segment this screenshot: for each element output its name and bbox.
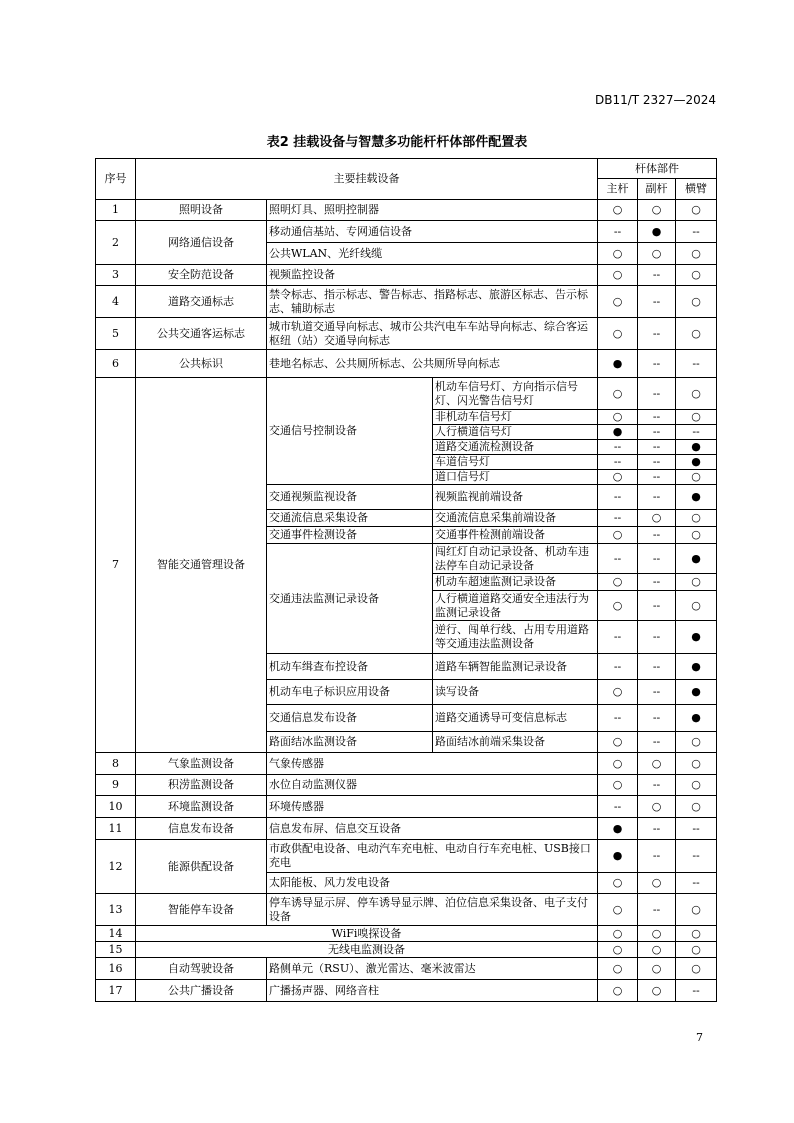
cross-arm-mark: ● (676, 485, 717, 510)
sub-pole-mark: -- (638, 544, 676, 574)
main-pole-mark: -- (598, 455, 638, 470)
category-cell: 能源供配设备 (136, 840, 267, 894)
seq-cell: 12 (96, 840, 136, 894)
cross-arm-mark: ○ (676, 410, 717, 425)
detail-cell: 视频监控设备 (267, 265, 598, 286)
sub-pole-mark: -- (638, 818, 676, 840)
cross-arm-mark: ● (676, 544, 717, 574)
category-cell: 公共交通客运标志 (136, 318, 267, 350)
group-cell: 交通视频监视设备 (267, 485, 433, 510)
cross-arm-mark: ○ (676, 286, 717, 318)
group-cell: 机动车缉查布控设备 (267, 654, 433, 680)
sub-pole-mark: -- (638, 455, 676, 470)
detail-cell: 非机动车信号灯 (433, 410, 598, 425)
sub-pole-mark: -- (638, 680, 676, 705)
table-row (96, 796, 717, 818)
cross-arm-mark: ● (676, 440, 717, 455)
sub-pole-mark: -- (638, 840, 676, 873)
main-pole-mark: ○ (598, 894, 638, 926)
main-pole-mark: ○ (598, 732, 638, 753)
sub-pole-mark: ○ (638, 796, 676, 818)
detail-cell: 移动通信基站、专网通信设备 (267, 221, 598, 243)
seq-cell: 6 (96, 350, 136, 378)
main-pole-mark: -- (598, 440, 638, 455)
cross-arm-mark: ○ (676, 200, 717, 221)
detail-cell: 无线电监测设备 (136, 942, 598, 958)
table-row (96, 942, 717, 958)
table-row (96, 350, 717, 378)
main-pole-mark: ○ (598, 775, 638, 796)
detail-cell: 信息发布屏、信息交互设备 (267, 818, 598, 840)
detail-cell: 禁令标志、指示标志、警告标志、指路标志、旅游区标志、告示标志、辅助标志 (267, 286, 598, 318)
seq-cell: 10 (96, 796, 136, 818)
main-pole-mark: ○ (598, 286, 638, 318)
sub-pole-mark: ○ (638, 958, 676, 980)
header-main-pole: 主杆 (598, 179, 638, 200)
cross-arm-mark: ○ (676, 894, 717, 926)
cross-arm-mark: ○ (676, 958, 717, 980)
sub-pole-mark: ● (638, 221, 676, 243)
seq-cell: 1 (96, 200, 136, 221)
detail-cell: 公共WLAN、光纤线缆 (267, 243, 598, 265)
table-row (96, 894, 717, 926)
seq-cell: 4 (96, 286, 136, 318)
seq-cell: 8 (96, 753, 136, 775)
detail-cell: 人行横道道路交通安全违法行为监测记录设备 (433, 591, 598, 621)
seq-cell: 3 (96, 265, 136, 286)
sub-pole-mark: -- (638, 621, 676, 654)
sub-pole-mark: -- (638, 470, 676, 485)
main-pole-mark: -- (598, 510, 638, 527)
main-pole-mark: ○ (598, 680, 638, 705)
detail-cell: 环境传感器 (267, 796, 598, 818)
detail-cell: 停车诱导显示屏、停车诱导显示牌、泊位信息采集设备、电子支付设备 (267, 894, 598, 926)
category-cell: 安全防范设备 (136, 265, 267, 286)
detail-cell: 道路交通流检测设备 (433, 440, 598, 455)
main-pole-mark: ○ (598, 980, 638, 1002)
table-row (96, 926, 717, 942)
detail-cell: 道路交通诱导可变信息标志 (433, 705, 598, 732)
seq-cell: 15 (96, 942, 136, 958)
detail-cell: 路侧单元（RSU）、激光雷达、毫米波雷达 (267, 958, 598, 980)
sub-pole-mark: -- (638, 894, 676, 926)
sub-pole-mark: ○ (638, 243, 676, 265)
detail-cell: 交通事件检测前端设备 (433, 527, 598, 544)
seq-cell: 5 (96, 318, 136, 350)
category-cell: 道路交通标志 (136, 286, 267, 318)
sub-pole-mark: -- (638, 591, 676, 621)
main-pole-mark: -- (598, 796, 638, 818)
category-cell: 网络通信设备 (136, 221, 267, 265)
sub-pole-mark: ○ (638, 753, 676, 775)
sub-pole-mark: -- (638, 410, 676, 425)
detail-cell: 车道信号灯 (433, 455, 598, 470)
cross-arm-mark: ● (676, 705, 717, 732)
main-pole-mark: ○ (598, 942, 638, 958)
category-cell: 积涝监测设备 (136, 775, 267, 796)
category-cell: 公共标识 (136, 350, 267, 378)
table-row (96, 840, 717, 873)
detail-cell: 读写设备 (433, 680, 598, 705)
cross-arm-mark: ● (676, 621, 717, 654)
sub-pole-mark: -- (638, 425, 676, 440)
cross-arm-mark: -- (676, 840, 717, 873)
main-pole-mark: ○ (598, 873, 638, 894)
cross-arm-mark: -- (676, 221, 717, 243)
detail-cell: WiFi嗅探设备 (136, 926, 598, 942)
sub-pole-mark: -- (638, 705, 676, 732)
main-pole-mark: ○ (598, 591, 638, 621)
sub-pole-mark: -- (638, 775, 676, 796)
cross-arm-mark: -- (676, 818, 717, 840)
category-cell: 智能停车设备 (136, 894, 267, 926)
header-parts: 杆体部件 (598, 159, 717, 179)
sub-pole-mark: -- (638, 527, 676, 544)
category-cell: 自动驾驶设备 (136, 958, 267, 980)
cross-arm-mark: ○ (676, 796, 717, 818)
cross-arm-mark: ○ (676, 753, 717, 775)
group-cell: 交通违法监测记录设备 (267, 544, 433, 654)
cross-arm-mark: -- (676, 425, 717, 440)
detail-cell: 人行横道信号灯 (433, 425, 598, 440)
category-cell: 气象监测设备 (136, 753, 267, 775)
main-pole-mark: ○ (598, 378, 638, 410)
sub-pole-mark: -- (638, 440, 676, 455)
cross-arm-mark: ○ (676, 265, 717, 286)
category-cell: 信息发布设备 (136, 818, 267, 840)
cross-arm-mark: ○ (676, 574, 717, 591)
cross-arm-mark: -- (676, 980, 717, 1002)
sub-pole-mark: -- (638, 378, 676, 410)
main-pole-mark: -- (598, 221, 638, 243)
main-pole-mark: ○ (598, 926, 638, 942)
group-cell: 交通信息发布设备 (267, 705, 433, 732)
cross-arm-mark: ● (676, 455, 717, 470)
table-row (96, 221, 717, 243)
cross-arm-mark: -- (676, 350, 717, 378)
cross-arm-mark: ○ (676, 243, 717, 265)
main-pole-mark: ○ (598, 753, 638, 775)
seq-cell: 9 (96, 775, 136, 796)
detail-cell: 太阳能板、风力发电设备 (267, 873, 598, 894)
sub-pole-mark: -- (638, 318, 676, 350)
main-pole-mark: ○ (598, 958, 638, 980)
detail-cell: 广播扬声器、网络音柱 (267, 980, 598, 1002)
detail-cell: 路面结冰前端采集设备 (433, 732, 598, 753)
header-row (96, 159, 717, 179)
seq-cell: 13 (96, 894, 136, 926)
cross-arm-mark: -- (676, 873, 717, 894)
cross-arm-mark: ○ (676, 527, 717, 544)
main-pole-mark: ○ (598, 574, 638, 591)
main-pole-mark: ● (598, 350, 638, 378)
main-pole-mark: ○ (598, 265, 638, 286)
sub-pole-mark: ○ (638, 200, 676, 221)
page-number: 7 (696, 1031, 703, 1044)
sub-pole-mark: -- (638, 654, 676, 680)
detail-cell: 巷地名标志、公共厕所标志、公共厕所导向标志 (267, 350, 598, 378)
sub-pole-mark: -- (638, 350, 676, 378)
cross-arm-mark: ● (676, 680, 717, 705)
detail-cell: 逆行、闯单行线、占用专用道路等交通违法监测设备 (433, 621, 598, 654)
document-id: DB11/T 2327—2024 (594, 93, 716, 107)
detail-cell: 道口信号灯 (433, 470, 598, 485)
cross-arm-mark: ○ (676, 470, 717, 485)
table-row (96, 378, 717, 410)
sub-pole-mark: ○ (638, 980, 676, 1002)
detail-cell: 水位自动监测仪器 (267, 775, 598, 796)
group-cell: 路面结冰监测设备 (267, 732, 433, 753)
group-cell: 交通信号控制设备 (267, 378, 433, 485)
category-cell: 公共广播设备 (136, 980, 267, 1002)
table-row (96, 753, 717, 775)
category-cell: 照明设备 (136, 200, 267, 221)
detail-cell: 机动车超速监测记录设备 (433, 574, 598, 591)
sub-pole-mark: -- (638, 732, 676, 753)
sub-pole-mark: ○ (638, 942, 676, 958)
table-row (96, 200, 717, 221)
detail-cell: 闯红灯自动记录设备、机动车违法停车自动记录设备 (433, 544, 598, 574)
group-cell: 交通事件检测设备 (267, 527, 433, 544)
header-equipment: 主要挂载设备 (136, 159, 598, 200)
main-pole-mark: ○ (598, 243, 638, 265)
main-pole-mark: ● (598, 840, 638, 873)
seq-cell: 17 (96, 980, 136, 1002)
table-row (96, 318, 717, 350)
cross-arm-mark: ● (676, 654, 717, 680)
detail-cell: 道路车辆智能监测记录设备 (433, 654, 598, 680)
header-cross-arm: 横臂 (676, 179, 717, 200)
cross-arm-mark: ○ (676, 378, 717, 410)
sub-pole-mark: -- (638, 574, 676, 591)
configuration-table (95, 158, 717, 1002)
table-row (96, 265, 717, 286)
main-pole-mark: ○ (598, 200, 638, 221)
main-pole-mark: -- (598, 705, 638, 732)
seq-cell: 11 (96, 818, 136, 840)
cross-arm-mark: ○ (676, 591, 717, 621)
table-row (96, 980, 717, 1002)
table-row (96, 775, 717, 796)
detail-cell: 城市轨道交通导向标志、城市公共汽电车车站导向标志、综合客运枢纽（站）交通导向标志 (267, 318, 598, 350)
main-pole-mark: ○ (598, 410, 638, 425)
detail-cell: 市政供配电设备、电动汽车充电桩、电动自行车充电桩、USB接口充电 (267, 840, 598, 873)
sub-pole-mark: -- (638, 485, 676, 510)
table-row (96, 958, 717, 980)
seq-cell: 2 (96, 221, 136, 265)
category-cell: 环境监测设备 (136, 796, 267, 818)
main-pole-mark: ● (598, 425, 638, 440)
category-cell: 智能交通管理设备 (136, 378, 267, 753)
detail-cell: 视频监视前端设备 (433, 485, 598, 510)
cross-arm-mark: ○ (676, 775, 717, 796)
main-pole-mark: ○ (598, 527, 638, 544)
group-cell: 机动车电子标识应用设备 (267, 680, 433, 705)
cross-arm-mark: ○ (676, 942, 717, 958)
sub-pole-mark: ○ (638, 873, 676, 894)
sub-pole-mark: -- (638, 286, 676, 318)
sub-pole-mark: ○ (638, 926, 676, 942)
main-pole-mark: ○ (598, 318, 638, 350)
main-pole-mark: -- (598, 654, 638, 680)
seq-cell: 16 (96, 958, 136, 980)
table-row (96, 286, 717, 318)
header-seq: 序号 (96, 159, 136, 200)
sub-pole-mark: ○ (638, 510, 676, 527)
header-sub-pole: 副杆 (638, 179, 676, 200)
seq-cell: 7 (96, 378, 136, 753)
detail-cell: 交通流信息采集前端设备 (433, 510, 598, 527)
main-pole-mark: -- (598, 485, 638, 510)
cross-arm-mark: ○ (676, 732, 717, 753)
group-cell: 交通流信息采集设备 (267, 510, 433, 527)
cross-arm-mark: ○ (676, 510, 717, 527)
detail-cell: 照明灯具、照明控制器 (267, 200, 598, 221)
detail-cell: 机动车信号灯、方向指示信号灯、闪光警告信号灯 (433, 378, 598, 410)
cross-arm-mark: ○ (676, 926, 717, 942)
detail-cell: 气象传感器 (267, 753, 598, 775)
table-title: 表2 挂载设备与智慧多功能杆杆体部件配置表 (266, 135, 528, 150)
table-row (96, 818, 717, 840)
main-pole-mark: -- (598, 544, 638, 574)
seq-cell: 14 (96, 926, 136, 942)
sub-pole-mark: -- (638, 265, 676, 286)
main-pole-mark: ● (598, 818, 638, 840)
main-pole-mark: -- (598, 621, 638, 654)
cross-arm-mark: ○ (676, 318, 717, 350)
main-pole-mark: ○ (598, 470, 638, 485)
